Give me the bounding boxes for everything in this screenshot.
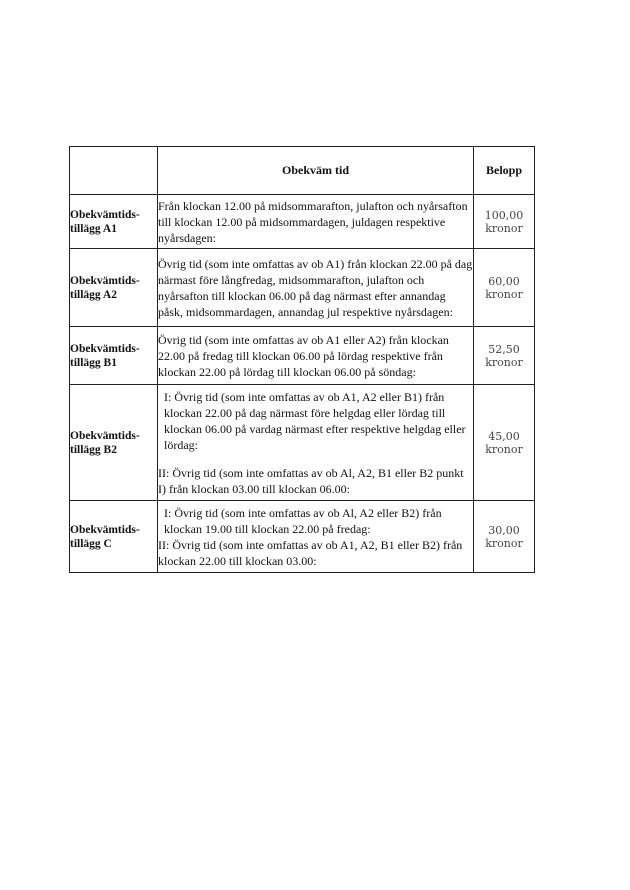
label-line: Obekvämtids- <box>70 342 140 355</box>
description-text: Övrig tid (som inte omfattas av ob A1) från klockan 22.00 på dag närmast före långfredag, midsommarafton, julafton och nyårsafton till klockan 06.00 på dag närmast efter annandag påsk, midsommardagen, annandag jul respektive nyårsdagen: <box>158 256 473 319</box>
label-line: tillägg C <box>70 537 112 550</box>
table-row <box>70 249 535 327</box>
description-point-2: II: Övrig tid (som inte omfattas av ob Al, A2, B1 eller B2 punkt I) från klockan 03.00 till klockan 06.00: <box>158 465 464 496</box>
header-empty-cell <box>70 147 158 195</box>
label-line: Obekvämtids- <box>70 208 140 221</box>
row-label <box>70 249 158 327</box>
description-text: Övrig tid (som inte omfattas av ob A1 eller A2) från klockan 22.00 på fredag till klockan 06.00 på lördag respektive från klockan 22.00 på lördag till klockan 06.00 på söndag: <box>158 332 449 379</box>
row-description <box>158 249 474 327</box>
description-point-1: I: Övrig tid (som inte omfattas av ob A1, A2 eller B1) från klockan 22.00 på dag närmast före helgdag eller lördag till klockan 06.00 på vardag närmast efter respektive helgdag eller lördag: <box>164 389 466 452</box>
label-line: tillägg B1 <box>70 356 117 369</box>
table-row <box>70 195 535 249</box>
table-row <box>70 501 535 573</box>
label-line: Obekvämtids- <box>70 523 140 536</box>
row-description <box>158 195 474 249</box>
description-point-1: I: Övrig tid (som inte omfattas av ob Al, A2 eller B2) från klockan 19.00 till klockan 22.00 på fredag: <box>164 505 442 536</box>
header-obekvam-tid: Obekväm tid <box>158 147 474 195</box>
header-belopp: Belopp <box>474 147 535 195</box>
label-line: Obekvämtids- <box>70 429 140 442</box>
description-point-2: II: Övrig tid (som inte omfattas av ob A1, A2, B1 eller B2) från klockan 22.00 till klockan 03.00: <box>158 537 463 568</box>
row-label <box>70 327 158 385</box>
ob-allowance-table <box>69 146 535 573</box>
row-label <box>70 385 158 501</box>
row-amount: 60,00 kronor <box>474 249 535 327</box>
row-label <box>70 501 158 573</box>
label-line: Obekvämtids- <box>70 274 140 287</box>
row-description <box>158 327 474 385</box>
row-amount: 45,00 kronor <box>474 385 535 501</box>
label-line: tillägg A1 <box>70 222 117 235</box>
table-row <box>70 327 535 385</box>
row-amount: 52,50 kronor <box>474 327 535 385</box>
label-line: tillägg B2 <box>70 443 117 456</box>
label-line: tillägg A2 <box>70 288 117 301</box>
row-amount: 100,00 kronor <box>474 195 535 249</box>
row-label <box>70 195 158 249</box>
table-row <box>70 385 535 501</box>
row-description <box>158 385 474 501</box>
description-text: Från klockan 12.00 på midsommarafton, julafton och nyårsafton till klockan 12.00 på midsommardagen, juldagen respektive nyårsdagen: <box>158 198 468 245</box>
header-row <box>70 147 535 195</box>
row-amount: 30,00 kronor <box>474 501 535 573</box>
row-description <box>158 501 474 573</box>
